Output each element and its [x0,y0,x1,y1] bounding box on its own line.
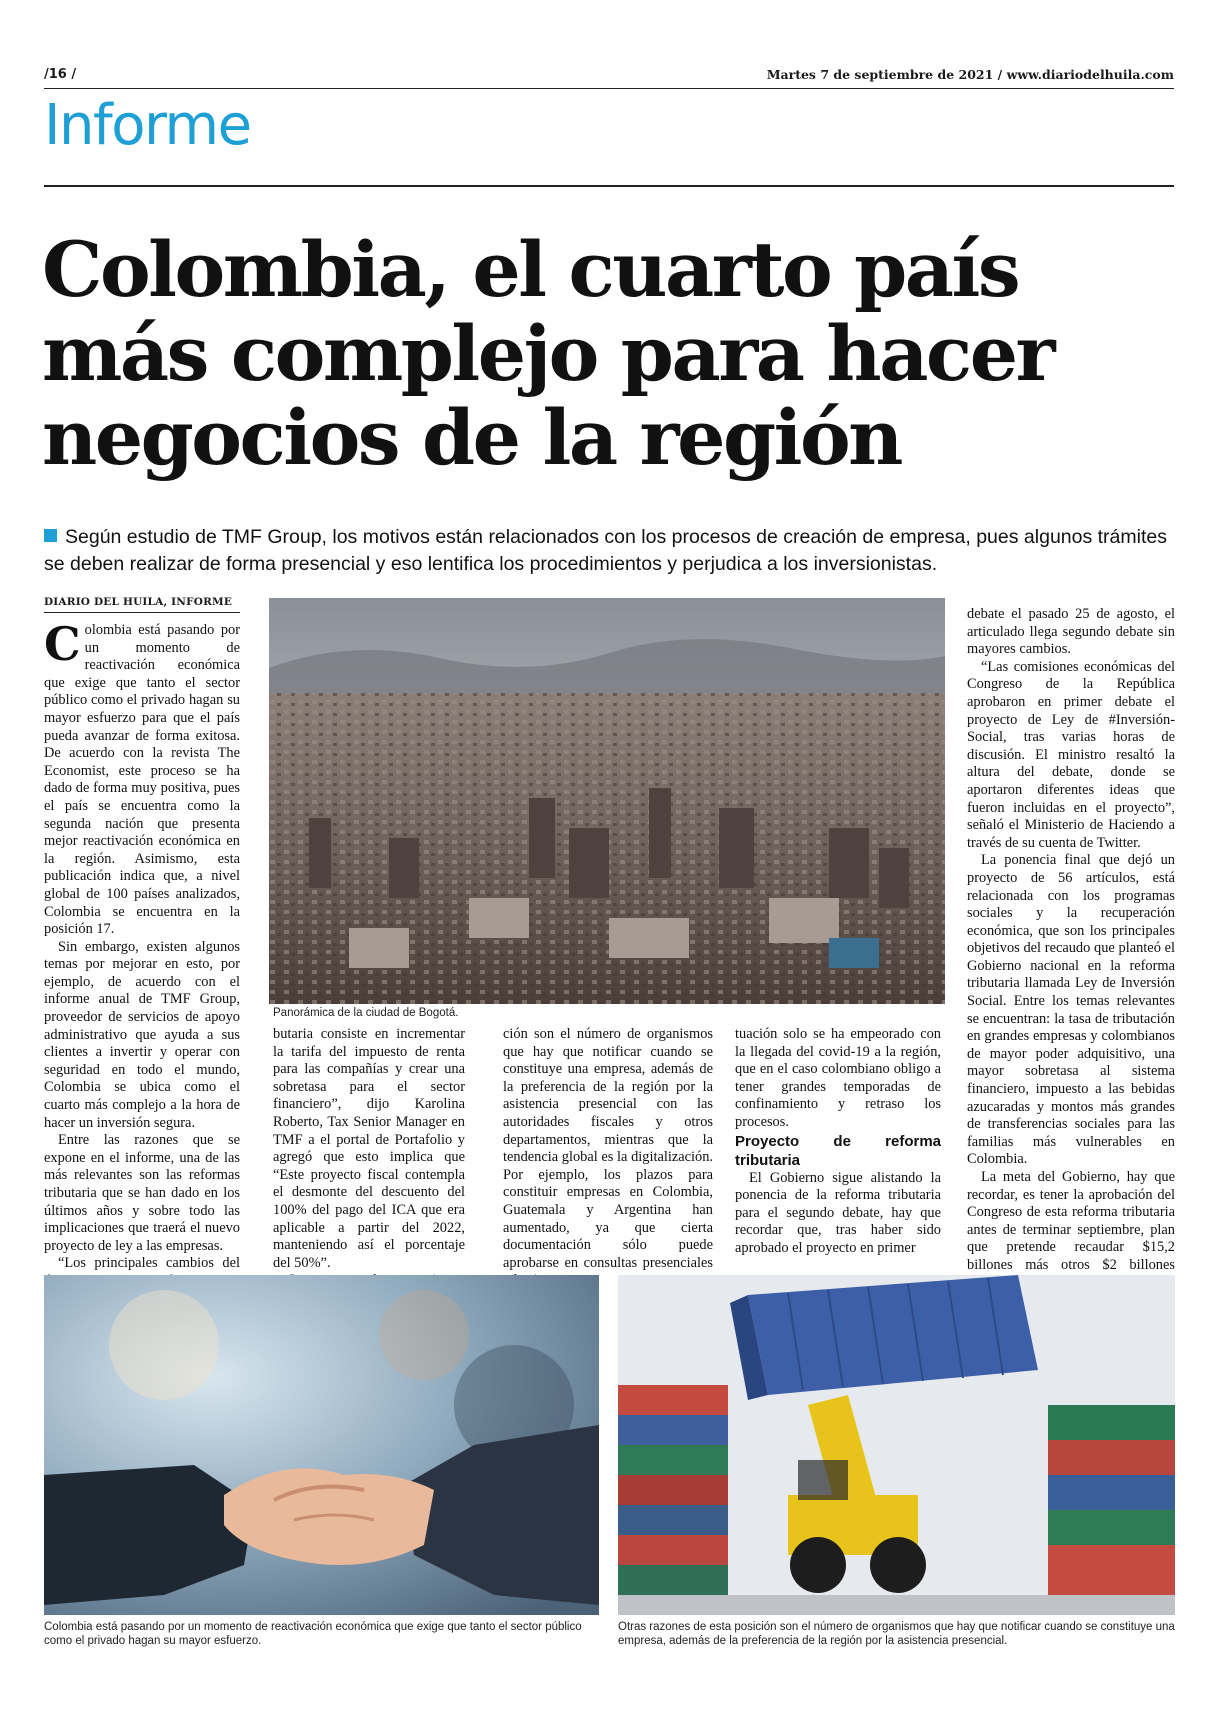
bogota-panorama-image [269,598,945,1004]
paragraph: “Los principales cambios del [58,1255,240,1272]
byline-rule [44,612,240,613]
paragraph: El Gobierno sigue alistando la ponencia de la reforma tributaria para el segundo debate, hay que recordar que, tras haber sido aprobado el proyecto en primer [735,1169,941,1256]
containers-photo-caption: Otras razones de esta posición son el número de organismos que hay que notificar cuando se constituye una empresa, además de la preferencia de la región por la asistencia presencial. [618,1621,1175,1647]
paragraph: tuación solo se ha empeorado con la llegada del covid-19 a la región, que en el caso colombiano obligo a tener grandes temporadas de confinamiento y retraso los procesos. [735,1026,941,1130]
headline-line-3: negocios de la región [42,393,901,482]
paragraph: debate el pasado 25 de agosto, el articulado llega segundo debate sin mayores cambios. [967,606,1175,658]
drop-cap: C [44,617,81,671]
paragraph: Sin embargo, existen algunos temas por mejorar en esto, por ejemplo, de acuerdo con el informe anual de TMF Group, proveedor de servicios de apoyo administrativo que ayuda a sus clientes a invertir y operar con seguridad en todo el mundo, Colombia se ubica como el cuarto más complejo a la hora de hacer un inversión segura. [44,938,240,1131]
paragraph: butaria consiste en incrementar la tarifa del impuesto de renta para las compañías y crear una sobretasa para el sector financiero”, dijo Karolina Roberto, Tax Senior Manager en TMF a el portal de Portafolio y agregó que esto implica que “Este proyecto fiscal contempla el desmonte del descuento del 100% del pago del ICA que era aplicable a partir del 2022, manteniendo así el porcentaje del 50%”. [273,1026,465,1271]
article-column-5 [967,606,1175,1292]
square-bullet-icon [44,529,57,542]
header-rule [44,88,1174,89]
lead-paragraph [44,524,1174,578]
paragraph: Entre las razones que se expone en el informe, una de las más relevantes son las reformas tributaria que se han dado en los últimos años y sobre todo las implicaciones que traerá el nuevo proyecto de ley a las empresas. [44,1132,240,1254]
website-link[interactable]: www.diariodelhuila.com [1006,67,1174,82]
shipping-containers-image [618,1275,1175,1615]
headline [42,225,1182,482]
paragraph: Colombia está pasando por un momento de reactivación económica que exige que tanto el sector público como el privado hagan su mayor esfuerzo para que el país pueda avanzar de forma exitosa. De acuerdo con la revista The Economist, este proceso se ha dado de forma muy positiva, pues el país se encuentra como la segunda nación que presenta mejor reactivación económica en la región. Asimismo, esta publicación indica que, a nivel global de 100 países analizados, Colombia se encuentra en la posición 17. [44,617,240,938]
subheading: Proyecto de reforma tributaria [735,1132,941,1169]
paragraph: La meta del Gobierno, hay que recordar, es tener la aprobación del Congreso de esta reforma tributaria antes de terminar septiembre, plan que pretende recaudar $15,2 billones más otros $2 billones [967,1169,1175,1273]
article-column-1 [44,617,240,1291]
page-number: /16 / [44,67,77,82]
headline-line-2: más complejo para hacer [42,309,1054,398]
paragraph: “Las comisiones económicas del Congreso de la República aprobaron en primer debate el proyecto de Ley de #Inversión-Social, tras varias horas de discusión. El ministro resaltó la altura del debate, donde se aportaron diferentes ideas que fueron incluidas en el proyecto”, señaló el Ministerio de Haciendo a través de su cuenta de Twitter. [967,658,1175,851]
section-rule [44,185,1174,187]
issue-date: Martes 7 de septiembre de 2021 [766,67,994,82]
lead-text: Según estudio de TMF Group, los motivos están relacionados con los procesos de creación de empresa, pues algunos trámites se deben realizar de forma presencial y eso lentifica los procedimientos y perjudica a los inversionistas. [44,526,1167,575]
city-photo-caption: Panorámica de la ciudad de Bogotá. [273,1007,459,1019]
article-column-2 [273,1026,465,1290]
dateline: Martes 7 de septiembre de 2021 / www.diariodelhuila.com [766,67,1174,82]
city-photo [269,598,945,1004]
paragraph: ción son el número de organismos que hay que notificar cuando se constituye una empresa, además de la preferencia de la región por la asistencia presencial con las autoridades fiscales y otros departamentos, mientras que la tendencia global es la digitalización. Por ejemplo, los plazos para constituir empresas en Colombia, Guatemala y Argentina han aumentado, ya que cierta documentación sólo puede aprobarse en consultas presenciales [503,1026,713,1271]
handshake-photo [44,1275,599,1615]
handshake-photo-caption: Colombia está pasando por un momento de reactivación económica que exige que tanto el sector público como el privado hagan su mayor esfuerzo. [44,1621,582,1647]
headline-line-1: Colombia, el cuarto país [42,225,1019,314]
article-column-4 [735,1026,941,1258]
containers-photo [618,1275,1175,1615]
article-column-3 [503,1026,713,1290]
paragraph: La ponencia final que dejó un proyecto de 56 artículos, está relacionada con los programas sociales y la recuperación económica, que son los principales objetivos del recaudo que planteó el Gobierno nacional en la reforma tributaria llamada Ley de Inversión Social. Entre los temas relevantes se encuentran: la tasa de tributación en grandes empresas y colombianos de mayor poder adquisitivo, una mayor sobretasa al sistema financiero, impuesto a las bebidas azucaradas y montos más grandes de transferencias sociales para las familias más vulnerables en Colombia. [967,852,1175,1168]
section-title: Informe [44,93,251,158]
byline: DIARIO DEL HUILA, INFORME [44,596,233,608]
handshake-image [44,1275,599,1615]
